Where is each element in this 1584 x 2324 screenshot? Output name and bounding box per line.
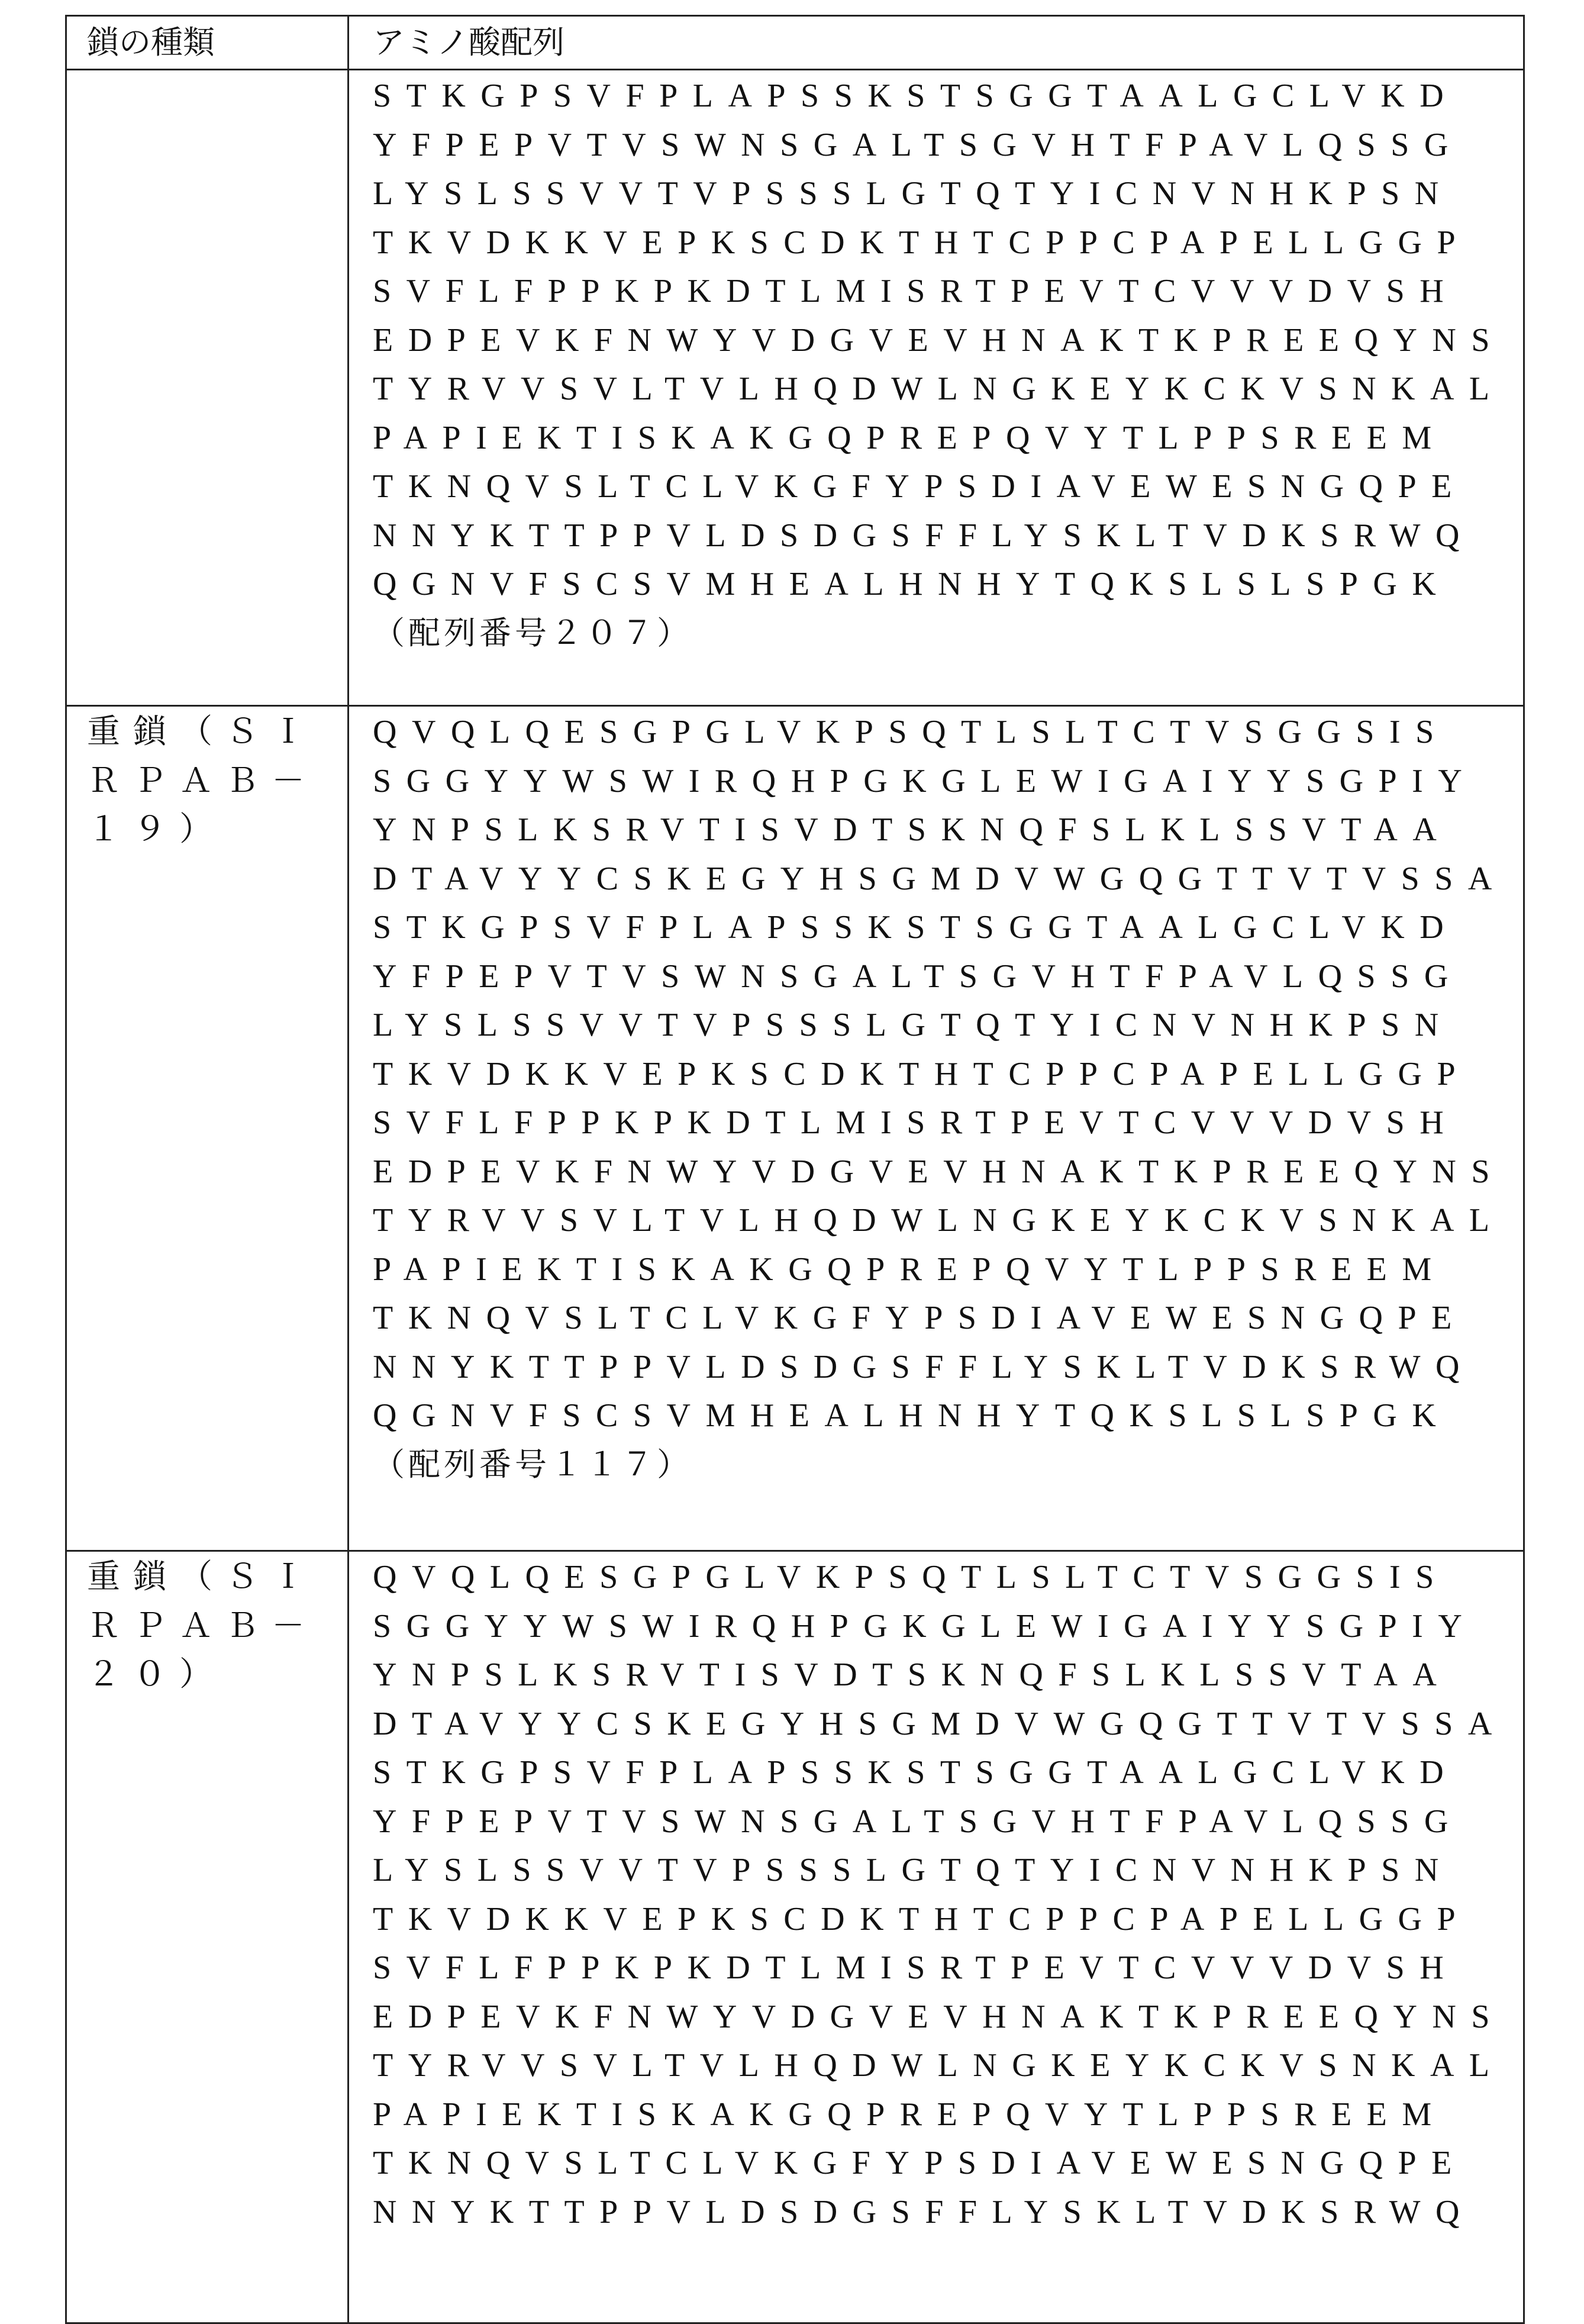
sequence-line: LYSLSSVVTVPSSSLGTQTYICNVNHKPSN xyxy=(373,1846,1523,1895)
sequence-line: YFPEPVTVSWNSGALTSGVHTFPAVLQSSG xyxy=(373,1797,1523,1846)
sequence-line: YFPEPVTVSWNSGALTSGVHTFPAVLQSSG xyxy=(373,121,1523,170)
sequence-line: PAPIEKTISKAKGQPREPQVYTLPPSREEM xyxy=(373,414,1523,463)
table-row xyxy=(66,706,1524,1551)
sequence-line: SGGYYWSWIRQHPGKGLEWIGAIYYSGPIY xyxy=(373,757,1523,806)
table-header-row xyxy=(66,16,1524,70)
table-row xyxy=(66,70,1524,706)
chain-type-cell xyxy=(66,70,349,706)
header-chain-type-label: 鎖の種類 xyxy=(87,17,347,69)
sequence-line: QVQLQESGPGLVKPSQTLSLTCTVSGGSIS xyxy=(373,1553,1523,1602)
chain-label-line: １９） xyxy=(87,805,347,855)
table-row xyxy=(66,1551,1524,2323)
sequence-id: （配列番号２０７） xyxy=(373,609,1523,658)
sequence-line: PAPIEKTISKAKGQPREPQVYTLPPSREEM xyxy=(373,1245,1523,1294)
sequence-table xyxy=(65,15,1525,2324)
sequence-line: SVFLFPPKPKDTLMISRTPEVTCVVVDVSH xyxy=(373,267,1523,316)
sequence-line: NNYKTTPPVLDSDGSFFLYSKLTVDKSRWQ xyxy=(373,1343,1523,1392)
header-amino-acid-sequence xyxy=(349,16,1524,70)
sequence-line: NNYKTTPPVLDSDGSFFLYSKLTVDKSRWQ xyxy=(373,2188,1523,2237)
sequence-line: TKNQVSLTCLVKGFYPSDIAVEWESNGQPE xyxy=(373,1294,1523,1343)
sequence-line: SVFLFPPKPKDTLMISRTPEVTCVVVDVSH xyxy=(373,1098,1523,1148)
header-chain-type xyxy=(66,16,349,70)
header-sequence-label: アミノ酸配列 xyxy=(373,17,1523,69)
sequence-line: YNPSLKSRVTISVDTSKNQFSLKLSSVTAA xyxy=(373,805,1523,855)
sequence-line: TKVDKKVEPKSCDKTHTCPPCPAPELLGGP xyxy=(373,218,1523,267)
sequence-id: （配列番号１１７） xyxy=(373,1440,1523,1490)
sequence-line: YFPEPVTVSWNSGALTSGVHTFPAVLQSSG xyxy=(373,952,1523,1001)
sequence-line: EDPEVKFNWYVDGVEVHNAKTKPREEQYNS xyxy=(373,1148,1523,1197)
chain-label-line: 重鎖（ＳＩ xyxy=(87,708,347,757)
sequence-cell xyxy=(349,70,1524,706)
sequence-line: EDPEVKFNWYVDGVEVHNAKTKPREEQYNS xyxy=(373,1993,1523,2042)
sequence-line: TYRVVSVLTVLHQDWLNGKEYKCKVSNKAL xyxy=(373,1196,1523,1245)
sequence-line: SGGYYWSWIRQHPGKGLEWIGAIYYSGPIY xyxy=(373,1602,1523,1651)
sequence-line: TYRVVSVLTVLHQDWLNGKEYKCKVSNKAL xyxy=(373,2041,1523,2090)
sequence-line: TKVDKKVEPKSCDKTHTCPPCPAPELLGGP xyxy=(373,1050,1523,1099)
sequence-line: LYSLSSVVTVPSSSLGTQTYICNVNHKPSN xyxy=(373,1001,1523,1050)
sequence-line: NNYKTTPPVLDSDGSFFLYSKLTVDKSRWQ xyxy=(373,511,1523,560)
chain-label-line: ２０） xyxy=(87,1651,347,1700)
sequence-line: EDPEVKFNWYVDGVEVHNAKTKPREEQYNS xyxy=(373,316,1523,365)
sequence-line: TKNQVSLTCLVKGFYPSDIAVEWESNGQPE xyxy=(373,2139,1523,2188)
sequence-line: LYSLSSVVTVPSSSLGTQTYICNVNHKPSN xyxy=(373,169,1523,218)
sequence-line: TYRVVSVLTVLHQDWLNGKEYKCKVSNKAL xyxy=(373,365,1523,414)
chain-type-cell xyxy=(66,706,349,1551)
sequence-line: YNPSLKSRVTISVDTSKNQFSLKLSSVTAA xyxy=(373,1651,1523,1700)
sequence-cell xyxy=(349,706,1524,1551)
sequence-line: DTAVYYCSKEGYHSGMDVWGQGTTVTVSSA xyxy=(373,1700,1523,1749)
sequence-line: QGNVFSCSVMHEALHNHYTQKSLSLSPGK xyxy=(373,1391,1523,1440)
sequence-line: TKNQVSLTCLVKGFYPSDIAVEWESNGQPE xyxy=(373,462,1523,511)
sequence-line: STKGPSVFPLAPSSKSTSGGTAALGCLVKD xyxy=(373,903,1523,952)
sequence-line: TKVDKKVEPKSCDKTHTCPPCPAPELLGGP xyxy=(373,1895,1523,1944)
chain-label-line: ＲＰＡＢ－ xyxy=(87,757,347,806)
chain-type-cell xyxy=(66,1551,349,2323)
sequence-line: PAPIEKTISKAKGQPREPQVYTLPPSREEM xyxy=(373,2090,1523,2139)
chain-label-line: ＲＰＡＢ－ xyxy=(87,1602,347,1651)
sequence-line: STKGPSVFPLAPSSKSTSGGTAALGCLVKD xyxy=(373,1748,1523,1797)
sequence-line: QGNVFSCSVMHEALHNHYTQKSLSLSPGK xyxy=(373,560,1523,609)
sequence-line: SVFLFPPKPKDTLMISRTPEVTCVVVDVSH xyxy=(373,1943,1523,1993)
sequence-cell xyxy=(349,1551,1524,2323)
sequence-line: STKGPSVFPLAPSSKSTSGGTAALGCLVKD xyxy=(373,72,1523,121)
sequence-line: DTAVYYCSKEGYHSGMDVWGQGTTVTVSSA xyxy=(373,855,1523,904)
sequence-line: QVQLQESGPGLVKPSQTLSLTCTVSGGSIS xyxy=(373,708,1523,757)
chain-label-line: 重鎖（ＳＩ xyxy=(87,1553,347,1602)
